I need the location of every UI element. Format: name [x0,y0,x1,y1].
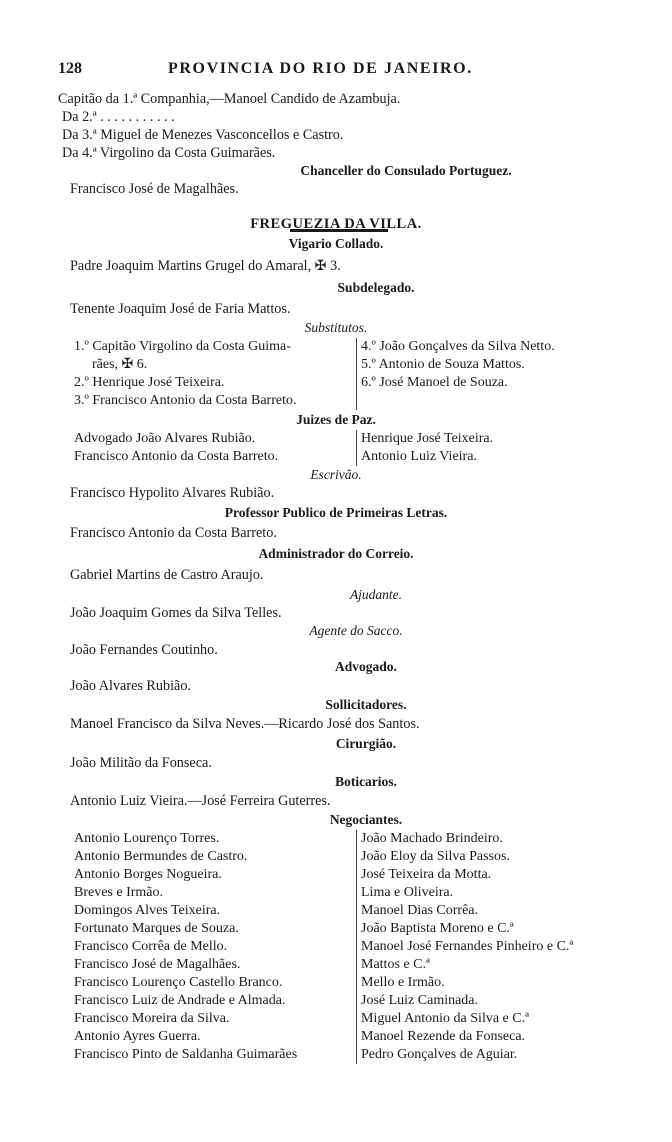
substitutos-heading: Substitutos. [304,320,368,335]
boticarios-names: Antonio Luiz Vieira.—José Ferreira Guterres. [70,793,331,809]
negociante-entry: Breves e Irmão. [74,885,164,900]
juizes-heading: Juizes de Paz. [296,412,376,427]
negociante-entry: Francisco Lourenço Castello Branco. [74,975,283,990]
advogado-heading: Advogado. [335,659,397,674]
sollicitadores-names: Manoel Francisco da Silva Neves.—Ricardo José dos Santos. [70,716,420,732]
negociante-entry: Manoel José Fernandes Pinheiro e C.ª [361,939,574,954]
negociante-entry: Antonio Borges Nogueira. [74,867,222,882]
juiz-entry: Francisco Antonio da Costa Barreto. [74,449,279,464]
substituto-entry: rães, ✠ 6. [92,357,148,372]
negociante-entry: Lima e Oliveira. [361,885,454,900]
company-line-2: Da 2.ª . . . . . . . . . . . [62,109,175,125]
substituto-entry: 3.º Francisco Antonio da Costa Barreto. [74,393,297,408]
negociante-entry: Francisco Moreira da Silva. [74,1011,230,1026]
negociante-entry: José Teixeira da Motta. [361,867,492,882]
cirurgiao-name: João Militão da Fonseca. [70,755,212,771]
negociante-entry: Mello e Irmão. [361,975,445,990]
negociante-entry: Antonio Lourenço Torres. [74,831,220,846]
negociante-entry: Francisco Corrêa de Mello. [74,939,228,954]
substituto-entry: 2.º Henrique José Teixeira. [74,375,225,390]
ajudante-heading: Ajudante. [349,587,403,602]
negociantes-right-column [356,830,651,1064]
ajudante-name: João Joaquim Gomes da Silva Telles. [70,605,282,621]
escrivao-name: Francisco Hypolito Alvares Rubião. [70,485,275,501]
correio-heading: Administrador do Correio. [258,546,414,561]
negociante-entry: Miguel Antonio da Silva e C.ª [361,1011,529,1026]
sollicitadores-heading: Sollicitadores. [325,697,407,712]
negociante-entry: João Eloy da Silva Passos. [361,849,510,864]
negociante-entry: Domingos Alves Teixeira. [74,903,221,918]
negociante-entry: Antonio Bermundes de Castro. [74,849,248,864]
running-title: PROVINCIA DO RIO DE JANEIRO. [168,60,473,77]
advogado-name: João Alvares Rubião. [70,678,191,694]
negociante-entry: Manoel Rezende da Fonseca. [361,1029,526,1044]
escrivao-heading: Escrivão. [310,467,362,482]
company-line-4: Da 4.ª Virgolino da Costa Guimarães. [62,145,276,161]
negociantes-heading: Negociantes. [329,812,403,827]
negociante-entry: Mattos e C.ª [361,957,430,972]
agente-heading: Agente do Sacco. [309,623,403,638]
substitutos-right-column [356,338,651,410]
freguezia-title: FREGUEZIA DA VILLA. [250,216,422,232]
substituto-entry: 1.º Capitão Virgolino da Costa Guima- [74,339,291,354]
negociante-entry: Fortunato Marques de Souza. [74,921,239,936]
juizes-right-column [356,430,651,466]
substituto-entry: 5.º Antonio de Souza Mattos. [361,357,525,372]
company-line-1: Capitão da 1.ª Companhia,—Manoel Candido de Azambuja. [58,91,401,107]
juiz-entry: Henrique José Teixeira. [361,431,494,446]
negociante-entry: Francisco Luiz de Andrade e Almada. [74,993,286,1008]
negociante-entry: José Luiz Caminada. [361,993,479,1008]
negociante-entry: Pedro Gonçalves de Aguiar. [361,1047,518,1062]
substitutos-left-column [74,338,354,410]
subdelegado-heading: Subdelegado. [337,280,415,295]
company-line-3: Da 3.ª Miguel de Menezes Vasconcellos e Castro. [62,127,344,143]
juizes-left-column [74,430,354,466]
boticarios-heading: Boticarios. [335,774,397,789]
chanceller-heading: Chanceller do Consulado Portuguez. [300,163,512,178]
negociante-entry: Francisco José de Magalhães. [74,957,241,972]
juiz-entry: Antonio Luiz Vieira. [361,449,477,464]
professor-heading: Professor Publico de Primeiras Letras. [224,505,448,520]
vigario-heading: Vigario Collado. [288,236,384,251]
professor-name: Francisco Antonio da Costa Barreto. [70,525,277,541]
agente-name: João Fernandes Coutinho. [70,642,218,658]
vigario-name: Padre Joaquim Martins Grugel do Amaral, ✠ 3. [70,258,341,274]
negociante-entry: Antonio Ayres Guerra. [74,1029,201,1044]
negociantes-left-column [74,830,354,1064]
negociante-entry: Manoel Dias Corrêa. [361,903,479,918]
correio-name: Gabriel Martins de Castro Araujo. [70,567,264,583]
substituto-entry: 4.º João Gonçalves da Silva Netto. [361,339,555,354]
chanceller-name: Francisco José de Magalhães. [70,181,239,197]
substituto-entry: 6.º José Manoel de Souza. [361,375,508,390]
subdelegado-name: Tenente Joaquim José de Faria Mattos. [70,301,291,317]
negociante-entry: João Machado Brindeiro. [361,831,503,846]
juiz-entry: Advogado João Alvares Rubião. [74,431,256,446]
negociante-entry: João Baptista Moreno e C.ª [361,921,514,936]
page-number: 128 [58,60,82,77]
cirurgiao-heading: Cirurgião. [335,736,397,751]
substituto-entry [361,392,651,410]
negociante-entry: Francisco Pinto de Saldanha Guimarães [74,1047,298,1062]
